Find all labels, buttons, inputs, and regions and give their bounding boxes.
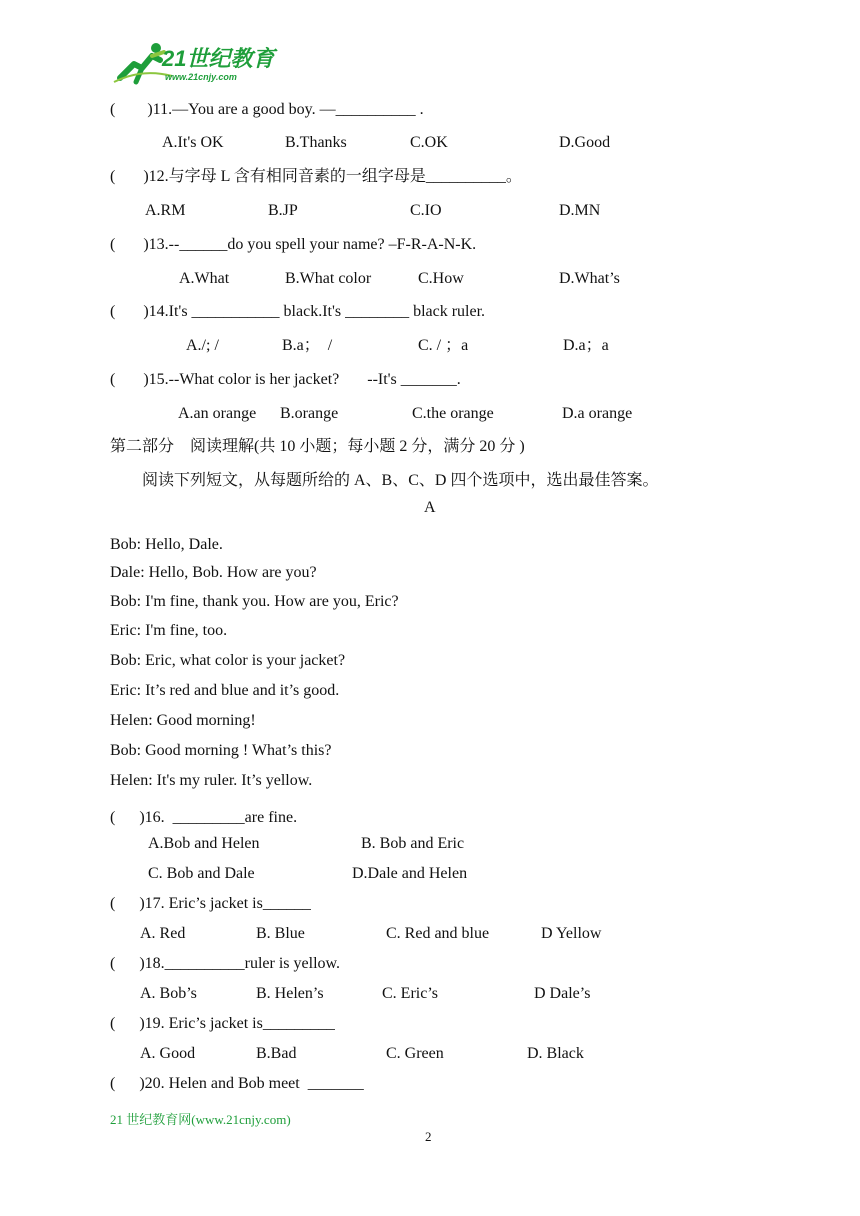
question-17-stem: ( )17. Eric’s jacket is______ bbox=[110, 895, 311, 912]
q11-option-d: D.Good bbox=[559, 134, 611, 151]
q15-option-a: A.an orange bbox=[178, 405, 257, 422]
dialogue-line: Eric: I'm fine, too. bbox=[110, 622, 228, 639]
q15-option-c: C.the orange bbox=[412, 405, 494, 422]
q13-option-d: D.What’s bbox=[559, 270, 620, 287]
question-18-stem: ( )18.__________ruler is yellow. bbox=[110, 955, 341, 972]
dialogue-line: Helen: Good morning! bbox=[110, 712, 256, 729]
q11-option-b: B.Thanks bbox=[285, 134, 347, 151]
q19-option-d: D. Black bbox=[527, 1045, 584, 1062]
q13-option-b: B.What color bbox=[285, 270, 372, 287]
q13-option-a: A.What bbox=[179, 270, 230, 287]
logo-url: www.21cnjy.com bbox=[165, 72, 237, 82]
q17-option-c: C. Red and blue bbox=[386, 925, 490, 942]
dialogue-line: Bob: I'm fine, thank you. How are you, Eric? bbox=[110, 593, 399, 610]
dialogue-line: Bob: Good morning ! What’s this? bbox=[110, 742, 332, 759]
dialogue-line: Helen: It's my ruler. It’s yellow. bbox=[110, 772, 313, 789]
question-19-stem: ( )19. Eric’s jacket is_________ bbox=[110, 1015, 335, 1032]
q14-option-b: B.a； / bbox=[282, 337, 333, 354]
part2-instruction: 阅读下列短文，从每题所给的 A、B、C、D 四个选项中，选出最佳答案。 bbox=[142, 472, 659, 489]
q16-option-d: D.Dale and Helen bbox=[352, 865, 468, 882]
q17-option-b: B. Blue bbox=[256, 925, 305, 942]
q17-option-a: A. Red bbox=[140, 925, 186, 942]
q16-option-a: A.Bob and Helen bbox=[148, 835, 260, 852]
q14-option-c: C. / ；a bbox=[418, 337, 469, 354]
q18-option-c: C. Eric’s bbox=[382, 985, 438, 1002]
question-15-stem: ( )15.--What color is her jacket? --It's _______. bbox=[110, 371, 461, 388]
page-number: 2 bbox=[425, 1129, 432, 1144]
question-11-stem: ( )11.—You are a good boy. —__________ . bbox=[110, 101, 424, 118]
q19-option-b: B.Bad bbox=[256, 1045, 297, 1062]
q19-option-a: A. Good bbox=[140, 1045, 196, 1062]
q15-option-d: D.a orange bbox=[562, 405, 633, 422]
dialogue-line: Eric: It’s red and blue and it’s good. bbox=[110, 682, 340, 699]
q12-option-d: D.MN bbox=[559, 202, 601, 219]
question-12-stem: ( )12.与字母 L 含有相同音素的一组字母是__________。 bbox=[110, 168, 522, 185]
passage-label: A bbox=[424, 499, 436, 516]
q18-option-b: B. Helen’s bbox=[256, 985, 324, 1002]
dialogue-line: Bob: Hello, Dale. bbox=[110, 536, 223, 553]
q16-option-c: C. Bob and Dale bbox=[148, 865, 255, 882]
logo-text: 21世纪教育 bbox=[162, 46, 275, 71]
question-13-stem: ( )13.--______do you spell your name? –F-R-A-N-K. bbox=[110, 236, 477, 253]
q16-option-b: B. Bob and Eric bbox=[361, 835, 465, 852]
q15-option-b: B.orange bbox=[280, 405, 339, 422]
q12-option-b: B.JP bbox=[268, 202, 298, 219]
q12-option-a: A.RM bbox=[145, 202, 186, 219]
q14-option-a: A./; / bbox=[186, 337, 219, 354]
q18-option-d: D Dale’s bbox=[534, 985, 591, 1002]
q11-option-c: C.OK bbox=[410, 134, 448, 151]
q19-option-c: C. Green bbox=[386, 1045, 444, 1062]
q11-option-a: A.It's OK bbox=[162, 134, 224, 151]
question-20-stem: ( )20. Helen and Bob meet _______ bbox=[110, 1075, 364, 1092]
q13-option-c: C.How bbox=[418, 270, 464, 287]
dialogue-line: Dale: Hello, Bob. How are you? bbox=[110, 564, 317, 581]
q14-option-d: D.a；a bbox=[563, 337, 609, 354]
footer-site-link[interactable]: 21 世纪教育网(www.21cnjy.com) bbox=[110, 1112, 291, 1127]
q12-option-c: C.IO bbox=[410, 202, 442, 219]
q17-option-d: D Yellow bbox=[541, 925, 602, 942]
part2-heading: 第二部分 阅读理解(共 10 小题；每小题 2 分，满分 20 分 ) bbox=[110, 438, 525, 455]
question-14-stem: ( )14.It's ___________ black.It's ________ black ruler. bbox=[110, 303, 486, 320]
q18-option-a: A. Bob’s bbox=[140, 985, 197, 1002]
dialogue-line: Bob: Eric, what color is your jacket? bbox=[110, 652, 346, 669]
question-16-stem: ( )16. _________are fine. bbox=[110, 809, 298, 826]
